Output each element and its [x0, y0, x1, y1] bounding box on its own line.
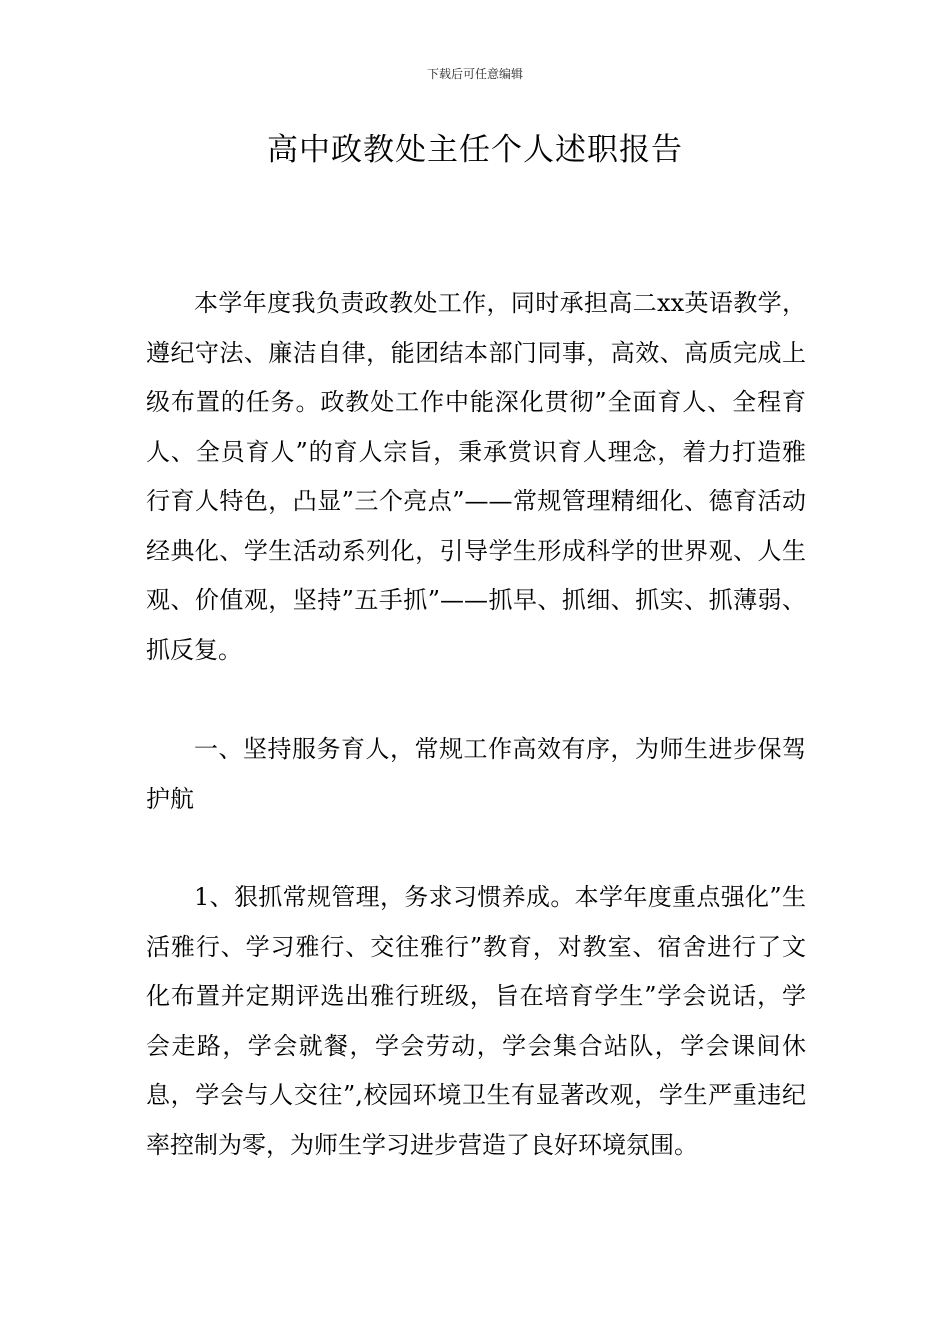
header-note: 下载后可任意编辑	[426, 67, 523, 81]
paragraph-item-1: 1、狠抓常规管理，务求习惯养成。本学年度重点强化”生活雅行、学习雅行、交往雅行”教育，对教室、宿舍进行了文化布置并定期评选出雅行班级，旨在培育学生”学会说话，学会走路，学会就餐，学会劳动，学会集合站队，学会课间休息，学会与人交往”,校园环境卫生有显著改观，学生严重违纪率控制为零，为师生学习进步营造了良好环境氛围。	[146, 883, 806, 1159]
paragraph-section-heading: 一、坚持服务育人，常规工作高效有序，为师生进步保驾护航	[146, 735, 806, 813]
document-title: 高中政教处主任个人述职报告	[267, 132, 683, 168]
paragraph-intro: 本学年度我负责政教处工作，同时承担高二xx英语教学，遵纪守法、廉洁自律，能团结本部门同事，高效、高质完成上级布置的任务。政教处工作中能深化贯彻”全面育人、全程育人、全员育人”的育人宗旨，秉承赏识育人理念，着力打造雅行育人特色，凸显”三个亮点”——常规管理精细化、德育活动经典化、学生活动系列化，引导学生形成科学的世界观、人生观、价值观，坚持”五手抓”——抓早、抓细、抓实、抓薄弱、抓反复。	[146, 289, 806, 664]
